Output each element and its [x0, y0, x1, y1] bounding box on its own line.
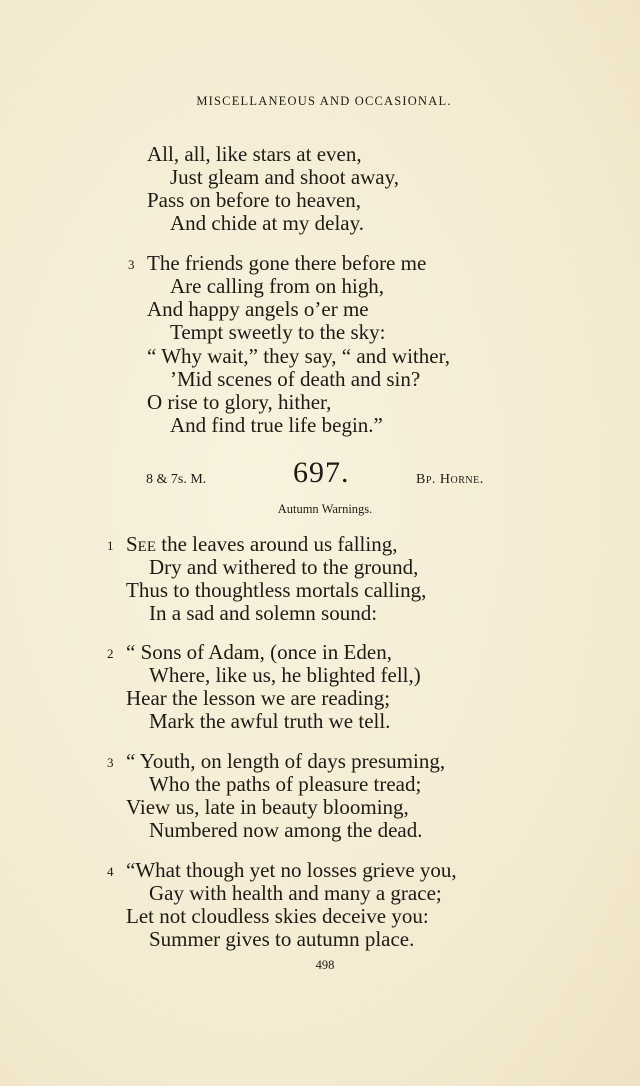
- verse-line: The friends gone there before me: [147, 251, 427, 275]
- verse-line: And chide at my delay.: [170, 211, 364, 235]
- verse-line: Thus to thoughtless mortals calling,: [126, 578, 427, 602]
- verse-line: [126, 532, 397, 556]
- verse-line: View us, late in beauty blooming,: [126, 795, 409, 819]
- verse-line: “ Youth, on length of days presuming,: [126, 749, 446, 773]
- verse-number: 3: [128, 257, 135, 272]
- hymn-meter: 8 & 7s. M.: [146, 472, 207, 487]
- verse-line: Dry and withered to the ground,: [149, 555, 419, 579]
- hymn-number: 697.: [293, 456, 350, 489]
- verse-line: Just gleam and shoot away,: [170, 165, 400, 189]
- verse-line: Gay with health and many a grace;: [149, 881, 442, 905]
- verse-line: And happy angels o’er me: [147, 297, 369, 321]
- verse-number: 4: [107, 864, 114, 879]
- verse-first-word: See: [126, 532, 157, 556]
- verse-line: Tempt sweetly to the sky:: [170, 320, 386, 344]
- hymn-title: Autumn Warnings.: [277, 502, 373, 516]
- verse-line: Mark the awful truth we tell.: [149, 709, 391, 733]
- verse-line: “ Sons of Adam, (once in Eden,: [126, 640, 392, 664]
- verse-line: Are calling from on high,: [170, 274, 385, 298]
- verse-number: 1: [107, 538, 114, 553]
- verse-number: 3: [107, 755, 114, 770]
- verse-line: Summer gives to autumn place.: [149, 927, 415, 951]
- verse-line-rest: the leaves around us falling,: [156, 532, 398, 556]
- verse-line: Let not cloudless skies deceive you:: [126, 904, 429, 928]
- verse-line: Where, like us, he blighted fell,): [149, 663, 421, 687]
- verse-line: And find true life begin.”: [170, 413, 383, 437]
- verse-line: In a sad and solemn sound:: [149, 601, 378, 625]
- verse-line: ’Mid scenes of death and sin?: [170, 367, 421, 391]
- verse-line: Pass on before to heaven,: [147, 188, 362, 212]
- hymn-author: Bp. Horne.: [416, 472, 484, 487]
- verse-line: Who the paths of pleasure tread;: [149, 772, 422, 796]
- verse-line: Hear the lesson we are reading;: [126, 686, 391, 710]
- verse-line: “What though yet no losses grieve you,: [126, 858, 457, 882]
- verse-line: All, all, like stars at even,: [147, 142, 362, 166]
- verse-number: 2: [107, 646, 114, 661]
- page-number: 498: [315, 958, 335, 972]
- running-head: MISCELLANEOUS AND OCCASIONAL.: [196, 94, 452, 108]
- verse-line: “ Why wait,” they say, “ and wither,: [147, 344, 450, 368]
- verse-line: Numbered now among the dead.: [149, 818, 423, 842]
- verse-line: O rise to glory, hither,: [147, 390, 332, 414]
